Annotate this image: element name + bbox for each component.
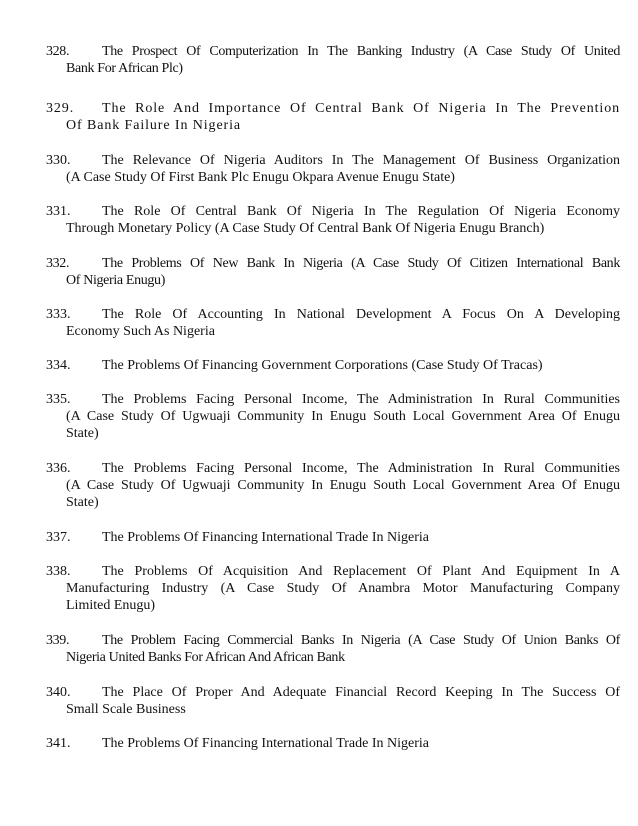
entry-line <box>46 391 620 408</box>
entry-title: The Role Of Accounting In National Development A Focus On A Developing <box>102 307 620 322</box>
entry-line: State) <box>66 426 99 441</box>
entry-line <box>46 529 620 546</box>
entry-line: Nigeria United Banks For African And African Bank <box>66 650 345 665</box>
entry-title: The Role Of Central Bank Of Nigeria In The Regulation Of Nigeria Economy <box>102 204 620 219</box>
entry-line <box>46 203 620 220</box>
entry-number: 336. <box>46 461 71 476</box>
entry-line: (A Case Study Of Ugwuaji Community In Enugu South Local Government Area Of Enugu <box>66 478 620 493</box>
entry-title: The Problems Facing Personal Income, The Administration In Rural Communities <box>102 392 620 407</box>
entry-line: Economy Such As Nigeria <box>66 324 215 339</box>
entry-number: 337. <box>46 530 71 545</box>
list-item <box>46 306 620 340</box>
entry-line: Limited Enugu) <box>66 598 156 613</box>
entry-line <box>46 100 620 117</box>
entry-line <box>46 357 620 374</box>
list-item <box>46 357 620 374</box>
entry-line <box>46 632 620 649</box>
entry-number: 339. <box>46 633 70 648</box>
entry-line <box>46 255 620 272</box>
entry-title: The Prospect Of Computerization In The Banking Industry (A Case Study Of United <box>102 44 620 59</box>
entry-number: 333. <box>46 307 71 322</box>
entry-title: The Role And Importance Of Central Bank Of Nigeria In The Prevention <box>102 101 620 116</box>
entry-title: The Relevance Of Nigeria Auditors In The Management Of Business Organization <box>102 153 620 168</box>
list-item <box>46 152 620 186</box>
entry-title: The Problems Facing Personal Income, The Administration In Rural Communities <box>102 461 620 476</box>
list-item <box>46 255 620 289</box>
entry-line <box>46 563 620 580</box>
entry-line: Of Nigeria Enugu) <box>66 273 166 288</box>
entry-line <box>46 152 620 169</box>
entry-number: 338. <box>46 564 71 579</box>
entry-line: Manufacturing Industry (A Case Study Of Anambra Motor Manufacturing Company <box>66 581 620 596</box>
list-item <box>46 632 620 666</box>
entry-number: 341. <box>46 736 71 751</box>
entry-line <box>46 684 620 701</box>
entry-line: Through Monetary Policy (A Case Study Of Central Bank Of Nigeria Enugu Branch) <box>66 221 545 236</box>
entry-title: The Problems Of Financing International Trade In Nigeria <box>102 530 429 545</box>
entry-title: The Problems Of Financing Government Corporations (Case Study Of Tracas) <box>102 358 543 373</box>
entry-number: 335. <box>46 392 71 407</box>
list-item <box>46 529 620 546</box>
entry-line <box>46 43 620 60</box>
list-item <box>46 460 620 511</box>
entry-line: Of Bank Failure In Nigeria <box>66 118 242 133</box>
entry-line <box>46 735 620 752</box>
list-item <box>46 100 620 134</box>
entry-title: The Problems Of Acquisition And Replacement Of Plant And Equipment In A <box>102 564 620 579</box>
entry-title: The Problem Facing Commercial Banks In Nigeria (A Case Study Of Union Banks Of <box>102 633 620 648</box>
entry-line: (A Case Study Of First Bank Plc Enugu Okpara Avenue Enugu State) <box>66 170 455 185</box>
entry-line: Small Scale Business <box>66 702 186 717</box>
entry-line <box>46 460 620 477</box>
entry-number: 334. <box>46 358 71 373</box>
entry-number: 332. <box>46 256 70 271</box>
entry-number: 330. <box>46 153 71 168</box>
entry-number: 331. <box>46 204 71 219</box>
entry-line: (A Case Study Of Ugwuaji Community In Enugu South Local Government Area Of Enugu <box>66 409 620 424</box>
entry-line <box>46 306 620 323</box>
list-item <box>46 684 620 718</box>
entry-line: State) <box>66 495 99 510</box>
entry-number: 340. <box>46 685 71 700</box>
entry-title: The Problems Of Financing International Trade In Nigeria <box>102 736 429 751</box>
list-item <box>46 391 620 442</box>
entry-title: The Place Of Proper And Adequate Financial Record Keeping In The Success Of <box>102 685 620 700</box>
list-item <box>46 43 620 77</box>
entry-number: 329. <box>46 101 75 116</box>
entry-title: The Problems Of New Bank In Nigeria (A Case Study Of Citizen International Bank <box>102 256 620 271</box>
entry-number: 328. <box>46 44 70 59</box>
list-item <box>46 735 620 752</box>
list-item <box>46 203 620 237</box>
entry-line: Bank For African Plc) <box>66 61 183 76</box>
list-item <box>46 563 620 614</box>
